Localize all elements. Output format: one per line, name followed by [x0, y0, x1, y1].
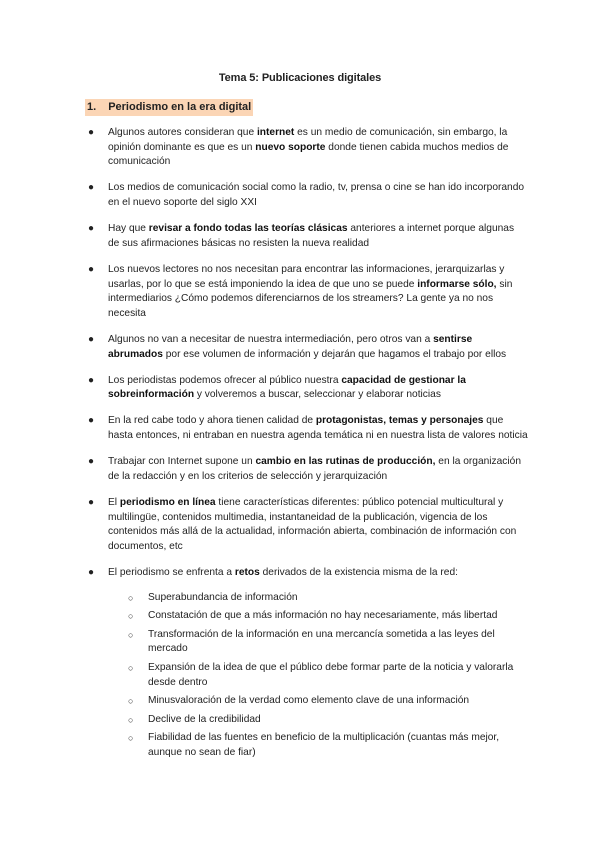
- bullet-icon: ●: [88, 567, 95, 578]
- circle-bullet-icon: ○: [128, 629, 134, 640]
- bullet-icon: ●: [88, 263, 95, 275]
- circle-bullet-icon: ○: [128, 592, 134, 603]
- text: y volveremos a buscar, seleccionar y elaborar noticias: [194, 389, 441, 401]
- text: Minusvaloración de la verdad como elemento clave de una información: [148, 695, 470, 707]
- list-item: [88, 566, 528, 761]
- text: Constatación de que a más información no hay necesariamente, más libertad: [148, 610, 498, 622]
- bold-text: sentirse abrumados: [108, 333, 473, 360]
- sub-bullet-list: [108, 591, 528, 761]
- circle-bullet-icon: ○: [128, 696, 134, 707]
- text: Hay que: [108, 223, 149, 235]
- section-heading-text: Periodismo en la era digital: [108, 101, 252, 113]
- bold-text: cambio en las rutinas de producción,: [255, 456, 436, 468]
- list-item: [88, 126, 528, 170]
- bold-text: internet: [256, 127, 295, 138]
- text: Los nuevos lectores no nos necesitan para encontrar las informaciones, jerarquizarlas y usarlas, por lo que se está imponiendo la idea de que uno se puede: [108, 263, 505, 290]
- text: Expansión de la idea de que el público debe formar parte de la noticia y valorarla desde dentro: [148, 661, 514, 688]
- text: Algunos autores consideran que: [108, 127, 257, 138]
- text: donde tienen cabida muchos medios de comunicación: [108, 141, 509, 168]
- sub-list-item: [108, 713, 528, 728]
- document-title: Tema 5: Publicaciones digitales: [218, 72, 382, 84]
- sub-list-item: [108, 731, 528, 760]
- text: El periodismo se enfrenta a: [108, 567, 235, 578]
- text: derivados de la existencia misma de la red:: [259, 567, 458, 578]
- text: por ese volumen de información y dejarán que hagamos el trabajo por ellos: [162, 348, 507, 360]
- list-item: [88, 374, 528, 403]
- list-item: [88, 263, 528, 321]
- bullet-icon: ●: [88, 333, 95, 345]
- sub-list-item: [108, 661, 528, 690]
- list-item: [88, 333, 528, 362]
- sub-list-item: [108, 694, 528, 709]
- text: Fiabilidad de las fuentes en beneficio de la multiplicación (cuantas más mejor, aunque no sean de fiar): [148, 732, 500, 758]
- list-item: [88, 414, 528, 443]
- sub-list-item: [108, 609, 528, 624]
- section-heading: [85, 99, 253, 116]
- text: anteriores a internet porque algunas de sus afirmaciones básicas no resisten la nueva realidad: [108, 223, 515, 249]
- text: que hasta entonces, ni entraban en nuestra agenda temática ni en nuestra lista de valores noticia: [108, 415, 528, 442]
- list-item: [88, 181, 528, 210]
- sub-list-item: [108, 628, 528, 657]
- circle-bullet-icon: ○: [128, 662, 134, 673]
- text: tiene características diferentes: público potencial multicultural y multilingüe, contenidos multimedia, instantaneidad de la publicación, vigencia de los contenidos más allá de la actualidad, información abierta, combinación de información con documentos, etc: [108, 497, 517, 552]
- bullet-icon: ●: [88, 374, 95, 386]
- bold-text: revisar a fondo todas las teorías clásicas: [148, 223, 348, 235]
- text: Trabajar con Internet supone un: [108, 456, 256, 468]
- list-item: [88, 455, 528, 484]
- bullet-list: [88, 126, 528, 772]
- text: es un medio de comunicación, sin embargo, la opinión dominante es que es un: [108, 127, 508, 153]
- text: El: [108, 497, 120, 509]
- bold-text: capacidad de gestionar la sobreinformación: [108, 374, 466, 401]
- text: Algunos no van a necesitar de nuestra intermediación, pero otros van a: [108, 333, 434, 345]
- bullet-icon: ●: [88, 223, 95, 235]
- circle-bullet-icon: ○: [128, 733, 134, 744]
- text: Transformación de la información en una mercancía sometida a las leyes del mercado: [148, 628, 495, 655]
- bold-text: nuevo soporte: [255, 141, 326, 153]
- bullet-icon: ●: [88, 456, 95, 468]
- bold-text: retos: [234, 567, 260, 578]
- bold-text: periodismo en línea: [119, 497, 216, 509]
- bullet-icon: ●: [88, 497, 95, 509]
- text: Superabundancia de información: [148, 591, 298, 603]
- sub-list-item: [108, 591, 528, 606]
- text: En la red cabe todo y ahora tienen calidad de: [108, 415, 316, 427]
- list-item: [88, 496, 528, 554]
- circle-bullet-icon: ○: [128, 714, 134, 725]
- list-item: [88, 222, 528, 251]
- bullet-icon: ●: [88, 127, 95, 138]
- section-number: 1.: [87, 101, 97, 113]
- bullet-icon: ●: [88, 415, 95, 427]
- text: Los periodistas podemos ofrecer al público nuestra: [108, 374, 342, 386]
- text: sin intermediarios ¿Cómo podemos diferenciarnos de los streamers? La gente ya no nos necesita: [108, 278, 513, 319]
- bold-text: protagonistas, temas y personajes: [315, 415, 484, 427]
- circle-bullet-icon: ○: [128, 611, 134, 622]
- text: en la organización de la redacción y en los criterios de selección y jerarquización: [108, 456, 521, 482]
- bullet-icon: ●: [88, 182, 95, 194]
- text: Los medios de comunicación social como la radio, tv, prensa o cine se han ido incorporando en el nuevo soporte del siglo XXI: [108, 182, 525, 208]
- text: Declive de la credibilidad: [148, 713, 261, 725]
- bold-text: informarse sólo,: [417, 278, 497, 290]
